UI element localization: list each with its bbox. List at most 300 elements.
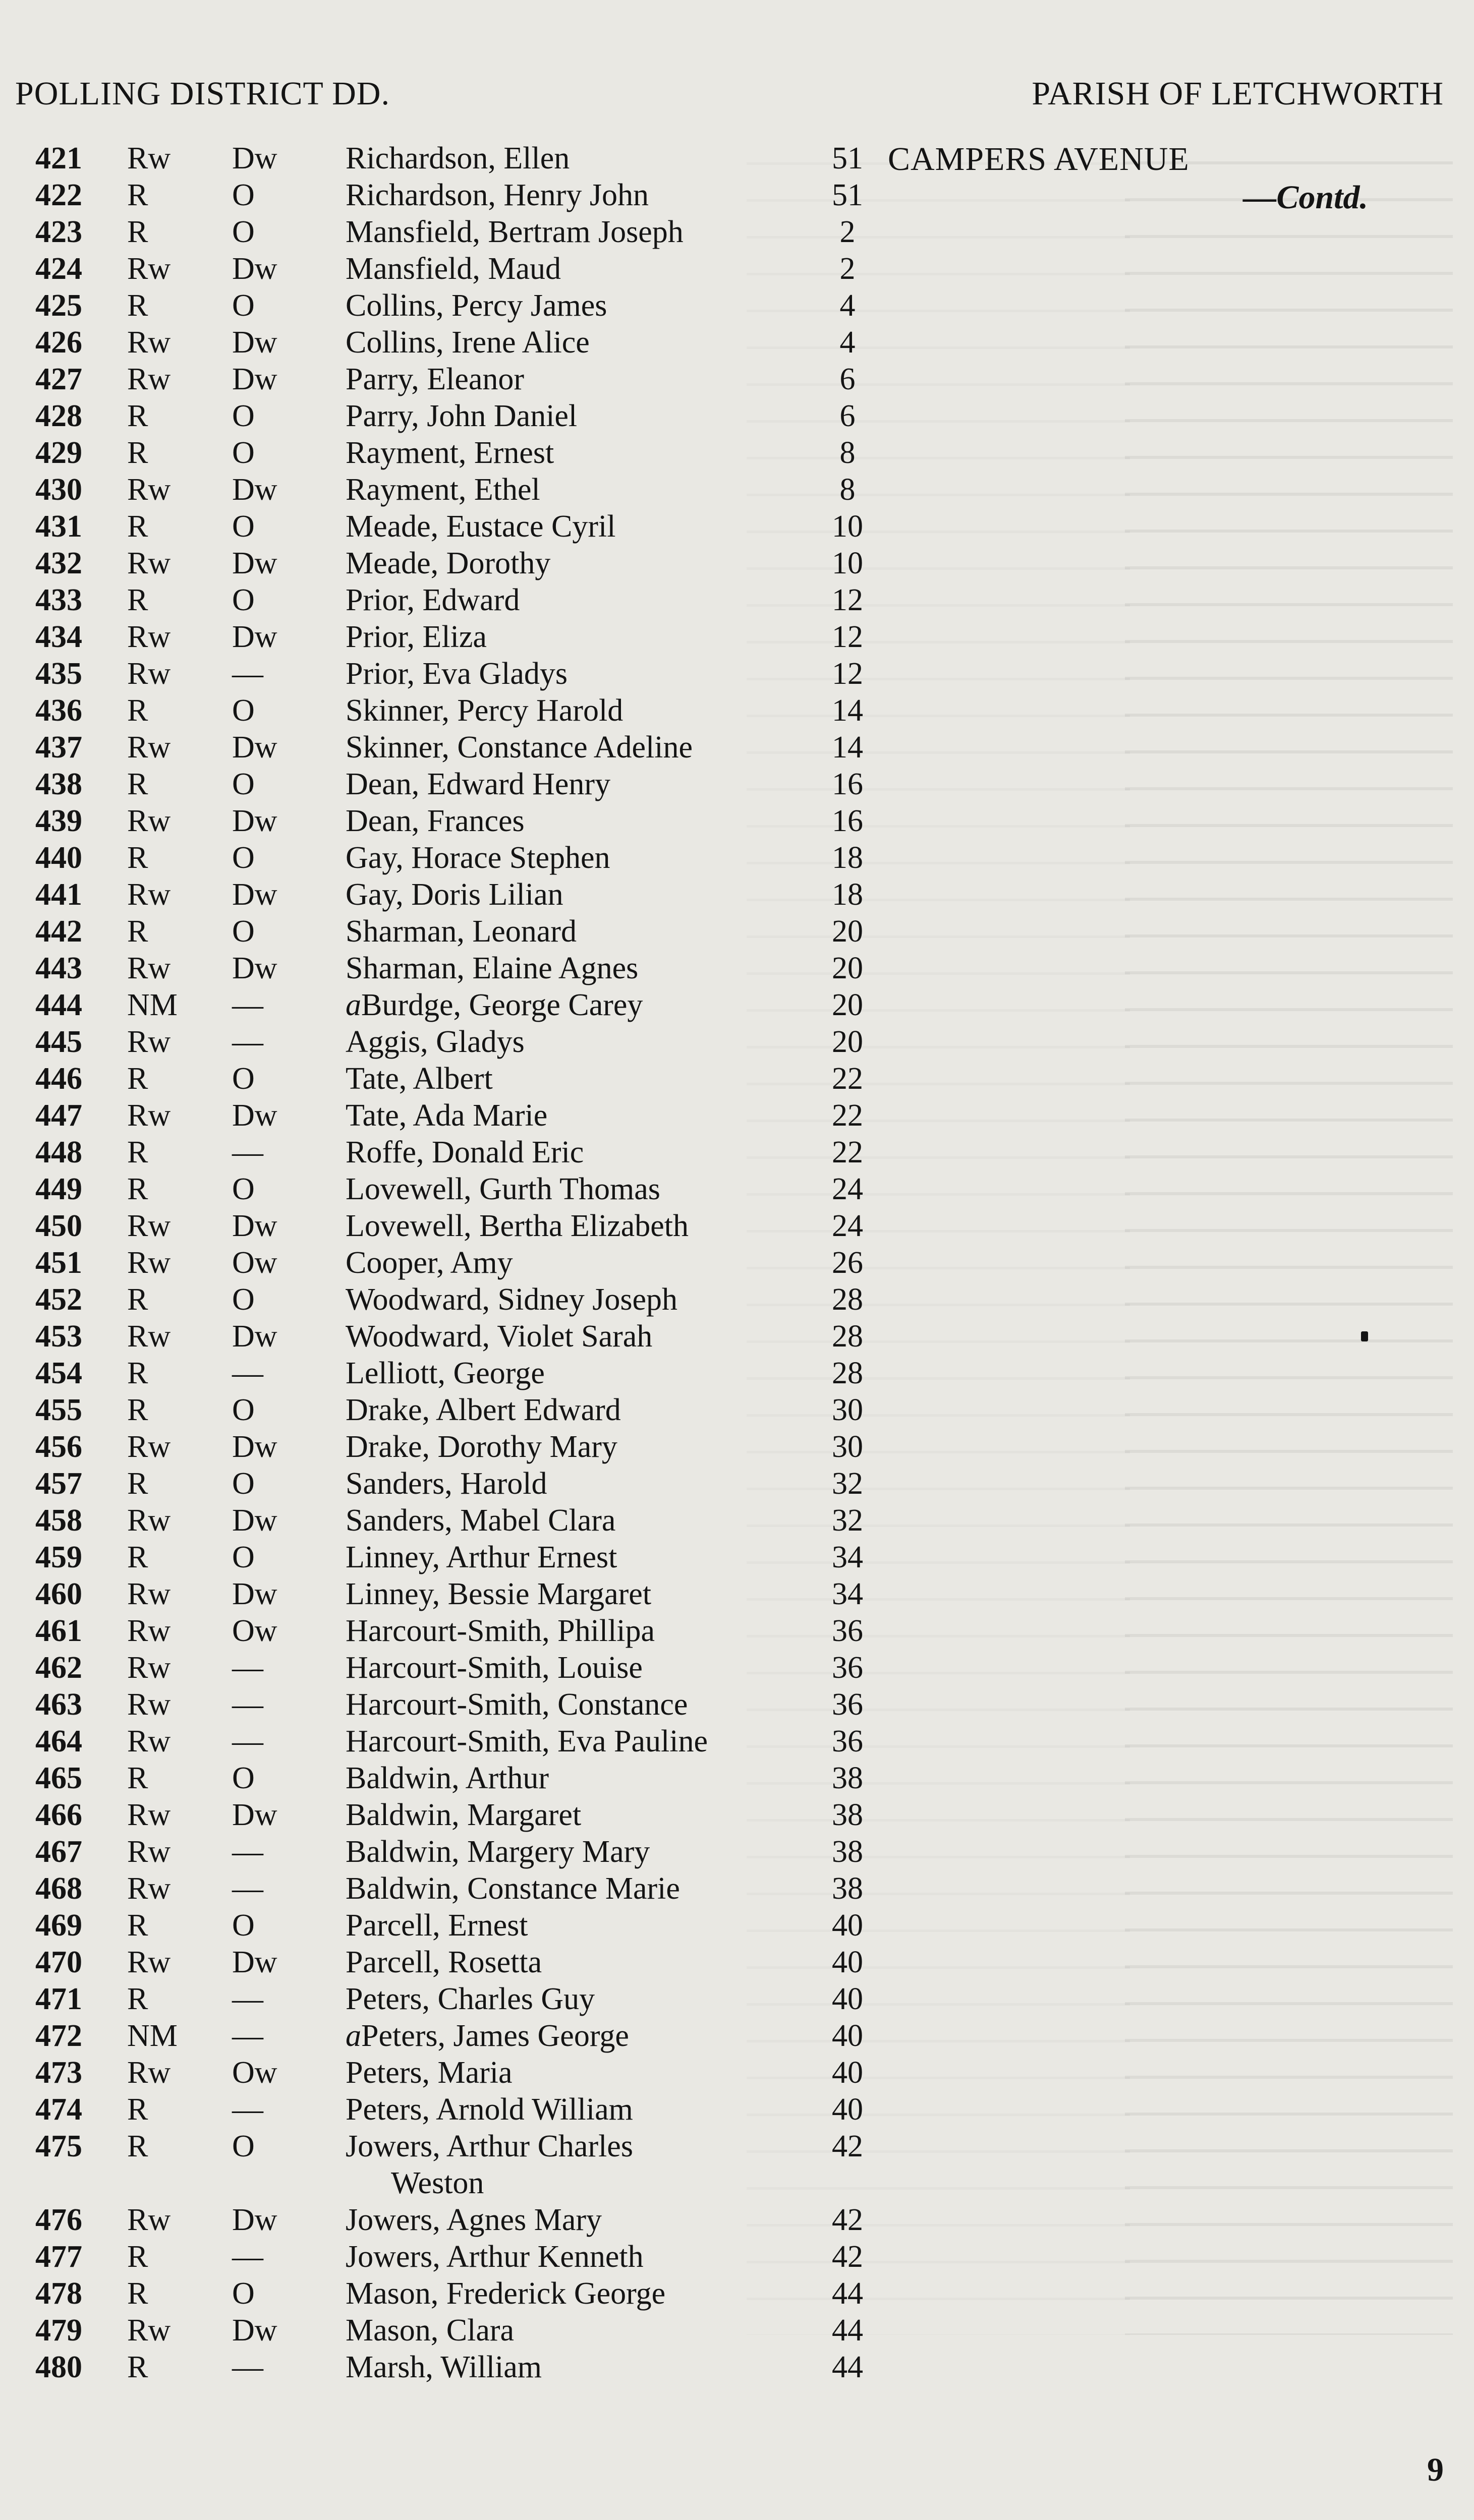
elector-number: 453 [35,1319,82,1354]
qualification-code-secondary: O [232,215,255,249]
elector-row [0,214,1474,251]
qualification-code: R [127,215,148,249]
qualification-code: NM [127,2019,178,2053]
house-number: 20 [832,914,863,949]
house-number: 51 [832,178,863,212]
qualification-code: Rw [127,2313,171,2348]
elector-name-line: Harcourt-Smith, Louise [346,1651,643,1685]
elector-number: 461 [35,1614,82,1648]
qualification-code-secondary: — [232,1724,263,1759]
elector-row [0,1539,1474,1576]
house-number: 28 [832,1356,863,1390]
qualification-code-secondary: Dw [232,1098,277,1133]
elector-row [0,2239,1474,2275]
qualification-code-secondary: — [232,1025,263,1059]
elector-name-line: Aggis, Gladys [346,1025,525,1059]
elector-name-line: Linney, Arthur Ernest [346,1540,617,1574]
qualification-code: Rw [127,657,171,691]
qualification-code: Rw [127,2203,171,2237]
elector-name [346,582,520,619]
qualification-code: R [127,1135,148,1169]
elector-name-line: Mason, Clara [346,2313,515,2348]
elector-row [0,1760,1474,1797]
house-number: 18 [832,877,863,912]
qualification-code-secondary: O [232,1062,255,1096]
elector-name [346,1797,581,1834]
qualification-code-secondary: Dw [232,804,277,838]
house-number: 42 [832,2203,863,2237]
qualification-code: Rw [127,951,171,985]
elector-name [346,1870,680,1907]
house-number: 12 [832,583,863,617]
elector-row [0,1613,1474,1650]
elector-number: 443 [35,951,82,985]
qualification-code: Rw [127,1025,171,1059]
qualification-code: R [127,436,148,470]
elector-row [0,1097,1474,1134]
qualification-code-secondary: Ow [232,1246,277,1280]
qualification-code-secondary: — [232,1687,263,1722]
house-number: 4 [839,288,856,323]
house-number: 22 [832,1135,863,1169]
elector-name-line: Gay, Doris Lilian [346,877,563,912]
elector-name-line: Parry, John Daniel [346,399,578,433]
qualification-code-secondary: O [232,1761,255,1795]
qualification-code: R [127,2129,148,2163]
elector-name-line: Meade, Eustace Cyril [346,509,616,544]
elector-row [0,729,1474,766]
elector-name-line: Jowers, Arthur Charles [346,2129,633,2163]
elector-number: 432 [35,546,82,580]
elector-row [0,876,1474,913]
elector-name [346,1355,545,1392]
elector-name-line: Lelliott, George [346,1356,545,1390]
house-number: 51 [832,141,863,175]
elector-number: 458 [35,1503,82,1538]
elector-name [346,656,568,692]
elector-number: 469 [35,1908,82,1943]
house-number: 2 [839,215,856,249]
elector-name-line: Lovewell, Bertha Elizabeth [346,1209,689,1243]
qualification-code-secondary: O [232,693,255,728]
house-number: 6 [839,362,856,396]
elector-name [346,1429,617,1466]
qualification-code: Rw [127,141,171,175]
elector-name-line: Gay, Horace Stephen [346,841,610,875]
elector-name-line: Harcourt-Smith, Constance [346,1687,688,1722]
elector-name-line: Drake, Albert Edward [346,1393,621,1427]
elector-name [346,1723,708,1760]
house-number: 28 [832,1282,863,1317]
elector-name [346,1318,652,1355]
elector-name-line: Mansfield, Maud [346,252,561,286]
house-number: 6 [839,399,856,433]
qualification-code: R [127,1172,148,1206]
house-number: 38 [832,1871,863,1906]
elector-number: 466 [35,1798,82,1832]
elector-row [0,177,1474,214]
elector-row [0,324,1474,361]
elector-number: 438 [35,767,82,801]
qualification-code: Rw [127,1724,171,1759]
qualification-code: R [127,2240,148,2274]
elector-row [0,619,1474,656]
qualification-code-secondary: Dw [232,1945,277,1979]
qualification-code: R [127,2092,148,2127]
elector-row [0,840,1474,876]
elector-name [346,435,554,472]
elector-name [346,1061,493,1097]
elector-number: 434 [35,620,82,654]
elector-name [346,2055,513,2091]
elector-name-line: Baldwin, Margery Mary [346,1835,650,1869]
elector-name-line: Cooper, Amy [346,1246,513,1280]
house-number: 22 [832,1062,863,1096]
house-number: 40 [832,2019,863,2053]
elector-number: 450 [35,1209,82,1243]
house-number: 30 [832,1393,863,1427]
elector-name [346,1024,525,1061]
qualification-code-secondary: Dw [232,1430,277,1464]
qualification-code: R [127,841,148,875]
house-number: 12 [832,657,863,691]
house-number: 2 [839,252,856,286]
elector-number: 473 [35,2056,82,2090]
qualification-code-secondary: — [232,1651,263,1685]
qualification-code: Rw [127,2056,171,2090]
house-number: 42 [832,2129,863,2163]
ink-mark [1361,1331,1368,1341]
qualification-code-secondary: Dw [232,1798,277,1832]
qualification-code-secondary: O [232,288,255,323]
elector-name-line: Baldwin, Arthur [346,1761,549,1795]
elector-row [0,251,1474,287]
qualification-code-secondary: Dw [232,1577,277,1611]
qualification-code-secondary: — [232,2019,263,2053]
elector-name [346,1834,650,1870]
qualification-code-secondary: O [232,178,255,212]
elector-name-line: aPeters, James George [346,2019,629,2053]
elector-number: 462 [35,1651,82,1685]
house-number: 44 [832,2350,863,2384]
elector-name [346,508,615,545]
house-number: 38 [832,1835,863,1869]
elector-name-line: Skinner, Percy Harold [346,693,623,728]
qualification-code: Rw [127,1614,171,1648]
elector-name-line: Lovewell, Gurth Thomas [346,1172,660,1206]
elector-name [346,2202,602,2239]
elector-number: 425 [35,288,82,323]
elector-name [346,950,638,987]
elector-name [346,1171,660,1208]
elector-row [0,766,1474,803]
elector-row [0,472,1474,508]
house-number: 36 [832,1614,863,1648]
qualification-code-secondary: O [232,2276,255,2311]
qualification-code: R [127,767,148,801]
qualification-code: R [127,1282,148,1317]
elector-name-line: Tate, Ada Marie [346,1098,548,1133]
elector-row [0,1944,1474,1981]
elector-name [346,840,610,876]
elector-row [0,2018,1474,2055]
elector-number: 459 [35,1540,82,1574]
qualification-code-secondary: O [232,841,255,875]
house-number: 10 [832,546,863,580]
elector-name-line: Prior, Eliza [346,620,487,654]
elector-row [0,1981,1474,2018]
elector-number: 451 [35,1246,82,1280]
elector-number: 479 [35,2313,82,2348]
elector-row [0,1466,1474,1502]
elector-name [346,140,570,177]
elector-name-line: Dean, Edward Henry [346,767,611,801]
qualification-code: Rw [127,1430,171,1464]
qualification-code: R [127,2276,148,2311]
elector-name [346,1097,547,1134]
qualification-code: R [127,178,148,212]
qualification-code: Rw [127,325,171,360]
elector-row [0,1061,1474,1097]
elector-row [0,1318,1474,1355]
qualification-code: Rw [127,804,171,838]
elector-name-line: Drake, Dorothy Mary [346,1430,617,1464]
elector-name-line: Peters, Arnold William [346,2092,633,2127]
elector-name [346,1208,689,1245]
elector-name-line: Collins, Percy James [346,288,607,323]
elector-row [0,913,1474,950]
elector-row [0,803,1474,840]
elector-name-line: Parry, Eleanor [346,362,525,396]
house-number: 32 [832,1467,863,1501]
qualification-code-secondary: Dw [232,141,277,175]
elector-row [0,950,1474,987]
elector-row [0,1834,1474,1870]
elector-row [0,1797,1474,1834]
elector-name-line: Woodward, Sidney Joseph [346,1282,677,1317]
elector-row [0,2128,1474,2202]
qualification-code: Rw [127,362,171,396]
qualification-code: Rw [127,1798,171,1832]
elector-row [0,2349,1474,2386]
qualification-code: Rw [127,473,171,507]
qualification-code: R [127,1540,148,1574]
elector-name-line: Mason, Frederick George [346,2276,666,2311]
elector-number: 428 [35,399,82,433]
house-number: 30 [832,1430,863,1464]
elector-number: 430 [35,473,82,507]
elector-row [0,1355,1474,1392]
elector-name-line: Roffe, Donald Eric [346,1135,584,1169]
elector-number: 435 [35,657,82,691]
elector-name-line: Collins, Irene Alice [346,325,590,360]
qualification-code-secondary: Dw [232,2203,277,2237]
continued-label: —Contd. [1243,179,1368,216]
house-number: 10 [832,509,863,544]
qualification-code: Rw [127,1503,171,1538]
qualification-code-secondary: — [232,657,263,691]
elector-name [346,1944,542,1981]
qualification-code-secondary: — [232,988,263,1022]
page-number: 9 [1427,2451,1444,2488]
qualification-code-secondary: Dw [232,1209,277,1243]
qualification-code-secondary: O [232,1282,255,1317]
elector-number: 480 [35,2350,82,2384]
elector-row [0,287,1474,324]
qualification-code: NM [127,988,178,1022]
elector-number: 447 [35,1098,82,1133]
house-number: 44 [832,2276,863,2311]
elector-row [0,2312,1474,2349]
elector-number: 424 [35,252,82,286]
elector-number: 445 [35,1025,82,1059]
elector-name [346,214,684,251]
elector-name [346,2239,644,2275]
qualification-code-secondary: Dw [232,951,277,985]
house-number: 16 [832,767,863,801]
qualification-code-secondary: — [232,1356,263,1390]
house-number: 20 [832,1025,863,1059]
elector-row [0,361,1474,398]
elector-number: 440 [35,841,82,875]
house-number: 40 [832,1908,863,1943]
elector-name [346,803,525,840]
qualification-code: Rw [127,252,171,286]
qualification-code-secondary: — [232,1835,263,1869]
house-number: 16 [832,804,863,838]
qualification-code-secondary: — [232,1871,263,1906]
elector-name [346,1907,528,1944]
elector-name [346,287,607,324]
elector-number: 464 [35,1724,82,1759]
qualification-code-secondary: Dw [232,2313,277,2348]
elector-name [346,1134,584,1171]
elector-number: 437 [35,730,82,765]
elector-name [346,1686,688,1723]
elector-name-line: Sanders, Mabel Clara [346,1503,616,1538]
elector-row [0,582,1474,619]
qualification-code-secondary: O [232,2129,255,2163]
elector-name-line: Harcourt-Smith, Eva Pauline [346,1724,708,1759]
elector-name-line: Sharman, Leonard [346,914,577,949]
elector-number: 465 [35,1761,82,1795]
qualification-code: R [127,1467,148,1501]
elector-number: 476 [35,2203,82,2237]
elector-name-line: Woodward, Violet Sarah [346,1319,653,1354]
street-heading: CAMPERS AVENUE [888,141,1189,178]
qualification-code-secondary: — [232,1135,263,1169]
qualification-code-secondary: Dw [232,325,277,360]
elector-name [346,913,577,950]
elector-number: 478 [35,2276,82,2311]
qualification-code-secondary: — [232,1982,263,2016]
elector-name-line: Dean, Frances [346,804,525,838]
qualification-code-secondary: Dw [232,473,277,507]
elector-name-continuation: Weston [391,2166,484,2200]
qualification-code-secondary: Dw [232,362,277,396]
elector-row [0,1907,1474,1944]
elector-name-line: Rayment, Ernest [346,436,554,470]
elector-row [0,1686,1474,1723]
elector-number: 460 [35,1577,82,1611]
house-number: 36 [832,1724,863,1759]
house-number: 24 [832,1209,863,1243]
parish-heading: PARISH OF LETCHWORTH [1032,75,1444,112]
elector-number: 422 [35,178,82,212]
elector-number: 436 [35,693,82,728]
qualification-code: Rw [127,1098,171,1133]
elector-name [346,1392,621,1429]
elector-row [0,1502,1474,1539]
qualification-code: Rw [127,620,171,654]
qualification-code: R [127,399,148,433]
elector-number: 429 [35,436,82,470]
house-number: 12 [832,620,863,654]
house-number: 38 [832,1798,863,1832]
house-number: 40 [832,1982,863,2016]
elector-row [0,1429,1474,1466]
elector-name [346,2018,629,2055]
elector-number: 439 [35,804,82,838]
elector-number: 468 [35,1871,82,1906]
elector-name [346,766,610,803]
elector-name [346,177,649,214]
elector-row [0,1281,1474,1318]
elector-name [346,987,643,1024]
qualification-code-secondary: O [232,914,255,949]
qualification-code-secondary: — [232,2092,263,2127]
elector-name-line: Baldwin, Constance Marie [346,1871,680,1906]
house-number: 34 [832,1577,863,1611]
elector-name [346,1650,643,1686]
elector-name-line: Tate, Albert [346,1062,493,1096]
elector-name [346,1245,513,1281]
qualification-code-secondary: O [232,436,255,470]
elector-number: 446 [35,1062,82,1096]
elector-row [0,1650,1474,1686]
elector-name [346,1539,617,1576]
qualification-code: R [127,914,148,949]
qualification-code-secondary: Dw [232,1319,277,1354]
elector-name [346,2091,633,2128]
qualification-code: R [127,1982,148,2016]
elector-row [0,2055,1474,2091]
elector-row [0,2275,1474,2312]
elector-number: 452 [35,1282,82,1317]
house-number: 14 [832,730,863,765]
house-number: 36 [832,1651,863,1685]
elector-number: 457 [35,1467,82,1501]
qualification-code-secondary: O [232,1467,255,1501]
service-voter-marker: a [346,988,361,1022]
elector-number: 475 [35,2129,82,2163]
qualification-code-secondary: Ow [232,2056,277,2090]
qualification-code-secondary: Dw [232,1503,277,1538]
house-number: 18 [832,841,863,875]
qualification-code-secondary: O [232,1393,255,1427]
elector-row [0,1208,1474,1245]
qualification-code: R [127,1761,148,1795]
elector-number: 448 [35,1135,82,1169]
house-number: 42 [832,2240,863,2274]
qualification-code-secondary: Dw [232,546,277,580]
elector-name [346,619,487,656]
elector-name [346,876,563,913]
elector-row [0,1723,1474,1760]
elector-name [346,2312,514,2349]
elector-row [0,140,1474,177]
qualification-code: Rw [127,1651,171,1685]
